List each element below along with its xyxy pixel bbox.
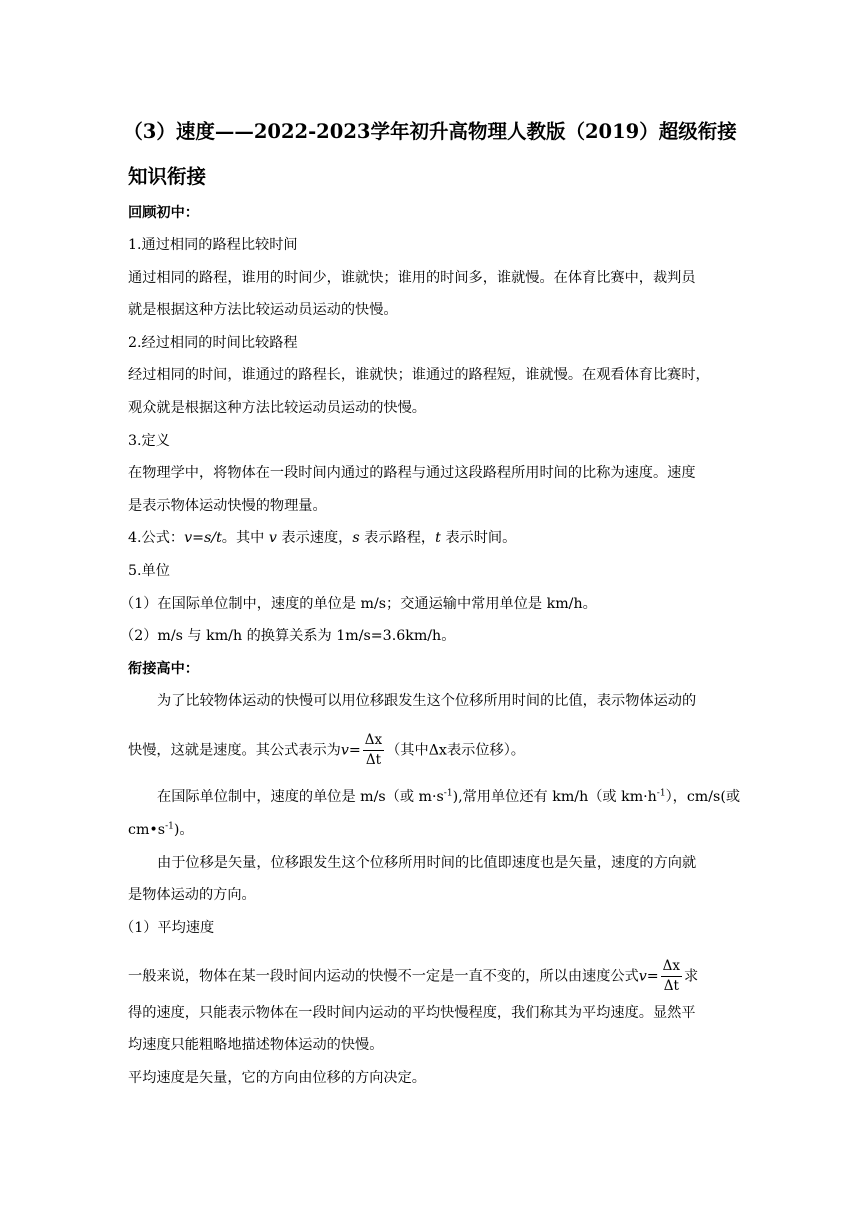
avg-line2: 得的速度，只能表示物体在一段时间内运动的平均快慢程度，我们称其为平均速度。显然平 — [128, 1005, 696, 1021]
senior-p2-text-b: ),常用单位还有 km/h（或 km·h — [452, 789, 657, 805]
formula-equals: = — [348, 742, 361, 759]
item3-line2: 是表示物体运动快慢的物理量。 — [128, 498, 327, 514]
senior-p1-text-c: 表示位移）。 — [446, 742, 525, 759]
item1-line1: 通过相同的路程，谁用的时间少，谁就快；谁用的时间多，谁就慢。在体育比赛中，裁判员 — [128, 270, 696, 286]
senior-p2-sup2: -1 — [656, 788, 666, 799]
item4-text-d: 表示时间。 — [445, 530, 517, 546]
item4-formula-line — [128, 528, 734, 548]
formula-numerator: Δx — [363, 734, 384, 751]
avg-line1-text-a: 一般来说，物体在某一段时间内运动的快慢不一定是一直不变的，所以由速度公式 — [128, 968, 639, 985]
senior-p2-text-e: )。 — [173, 822, 194, 838]
senior-p2-text-d: cm•s — [128, 822, 166, 838]
formula-v: v — [340, 742, 349, 759]
senior-p1-line2 — [128, 734, 734, 767]
senior-p1-dx: Δx — [428, 742, 447, 759]
avg-formula-denominator: Δt — [663, 977, 679, 994]
senior-p3-line2: 是物体运动的方向。 — [128, 887, 256, 903]
item4-prefix: 4.公式： — [128, 530, 185, 546]
junior-heading: 回顾初中： — [128, 205, 199, 221]
avg-formula-numerator: Δx — [661, 960, 682, 977]
avg-formula-equals: = — [646, 968, 659, 985]
senior-p2-text-a: 在国际单位制中，速度的单位是 m/s（或 m·s — [157, 789, 444, 805]
avg-formula-fraction — [661, 960, 682, 993]
senior-p2-sup1: -1 — [443, 788, 453, 799]
item2-line1: 经过相同的时间，谁通过的路程长，谁就快；谁通过的路程短，谁就慢。在观看体育比赛时， — [128, 367, 710, 383]
item1-title: 1.通过相同的路程比较时间 — [128, 237, 298, 253]
senior-p1-line1: 为了比较物体运动的快慢可以用位移跟发生这个位移所用时间的比值，表示物体运动的 — [157, 693, 697, 709]
avg-line4: 平均速度是矢量，它的方向由位移的方向决定。 — [128, 1070, 426, 1086]
avg-formula-v: v — [638, 968, 647, 985]
senior-p3-line1: 由于位移是矢量，位移跟发生这个位移所用时间的比值即速度也是矢量，速度的方向就 — [157, 855, 697, 871]
senior-p1-text-a: 快慢，这就是速度。其公式表示为 — [128, 742, 341, 759]
senior-p2-line1 — [128, 787, 741, 807]
item4-text-b: 表示速度， — [281, 530, 353, 546]
senior-p1-text-b: （其中 — [386, 742, 429, 759]
avg-speed-title: （1）平均速度 — [120, 920, 215, 936]
document-title: （3）速度——2022-2023学年初升高物理人教版（2019）超级衔接 — [123, 120, 737, 143]
item3-line1: 在物理学中，将物体在一段时间内通过的路程与通过这段路程所用时间的比称为速度。速度 — [128, 465, 696, 481]
avg-line3: 均速度只能粗略地描述物体运动的快慢。 — [128, 1037, 384, 1053]
item5-sub1: （1）在国际单位制中，速度的单位是 m/s；交通运输中常用单位是 km/h。 — [120, 596, 597, 612]
item4-text-a: 。其中 — [221, 530, 265, 546]
avg-line1 — [128, 960, 734, 993]
senior-heading: 衔接高中： — [128, 661, 199, 677]
item4-symbol-t: t — [435, 530, 441, 546]
item2-line2: 观众就是根据这种方法比较运动员运动的快慢。 — [128, 400, 426, 416]
item4-formula: v=s/t — [184, 530, 222, 546]
avg-line1-text-b: 求 — [684, 968, 699, 985]
senior-p2-text-c: ），cm/s(或 — [665, 789, 741, 805]
section-heading: 知识衔接 — [128, 165, 207, 188]
velocity-formula-fraction — [363, 734, 384, 767]
senior-p2-line2 — [128, 820, 734, 840]
item4-text-c: 表示路程， — [364, 530, 436, 546]
formula-denominator: Δt — [365, 751, 382, 768]
item1-line2: 就是根据这种方法比较运动员运动的快慢。 — [128, 302, 398, 318]
item4-symbol-v: v — [268, 530, 277, 546]
item2-title: 2.经过相同的时间比较路程 — [128, 335, 298, 351]
item3-title: 3.定义 — [128, 433, 170, 449]
item4-symbol-s: s — [352, 530, 360, 546]
item5-title: 5.单位 — [128, 563, 170, 579]
senior-p2-sup3: -1 — [165, 821, 174, 832]
item5-sub2: （2）m/s 与 km/h 的换算关系为 1m/s=3.6km/h。 — [120, 628, 456, 644]
